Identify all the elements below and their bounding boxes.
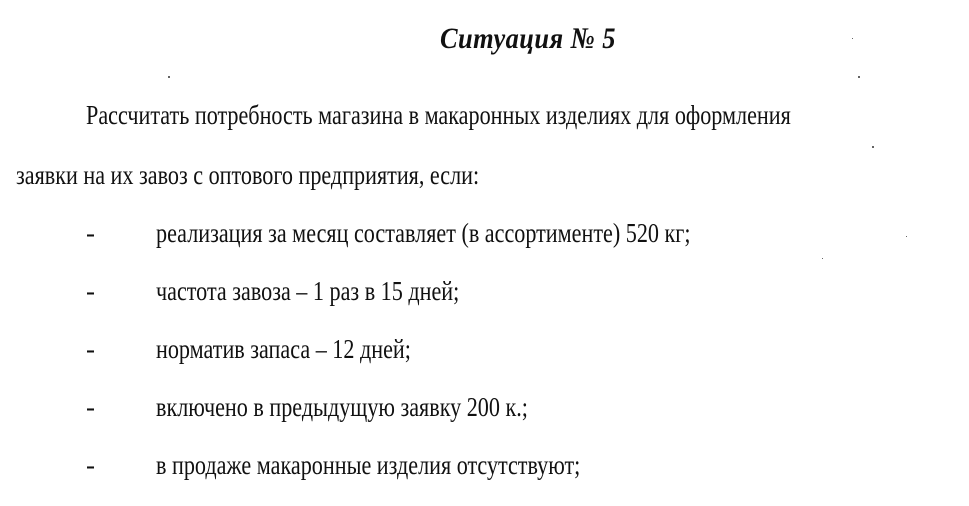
bullet-dash: - — [86, 334, 95, 364]
list-item-text: норматив запаса – 12 дней; — [156, 334, 411, 364]
list-item-text: реализация за месяц составляет (в ассортименте) 520 кг; — [156, 218, 691, 248]
scan-speck — [872, 146, 874, 148]
bullet-dash: - — [86, 276, 95, 306]
scan-speck — [822, 258, 823, 259]
list-item-text: частота завоза – 1 раз в 15 дней; — [156, 276, 460, 306]
bullet-dash: - — [86, 450, 95, 480]
list-item — [0, 334, 969, 368]
scan-speck — [852, 38, 853, 39]
list-item — [0, 392, 969, 426]
list-item — [0, 450, 969, 484]
list-item-text: включено в предыдущую заявку 200 к.; — [156, 392, 528, 422]
scan-speck — [906, 236, 907, 237]
bullet-dash: - — [86, 392, 95, 422]
scan-speck — [858, 76, 860, 78]
list-item — [0, 276, 969, 310]
task-intro-line-2: заявки на их завоз с оптового предприятия, если: — [16, 160, 480, 190]
page-title: Ситуация № 5 — [440, 22, 616, 55]
task-intro-line-1: Рассчитать потребность магазина в макаронных изделиях для оформления — [86, 100, 791, 130]
list-item — [0, 218, 969, 252]
bullet-dash: - — [86, 218, 95, 248]
scan-speck — [168, 76, 170, 78]
list-item-text: в продаже макаронные изделия отсутствуют; — [156, 450, 581, 480]
